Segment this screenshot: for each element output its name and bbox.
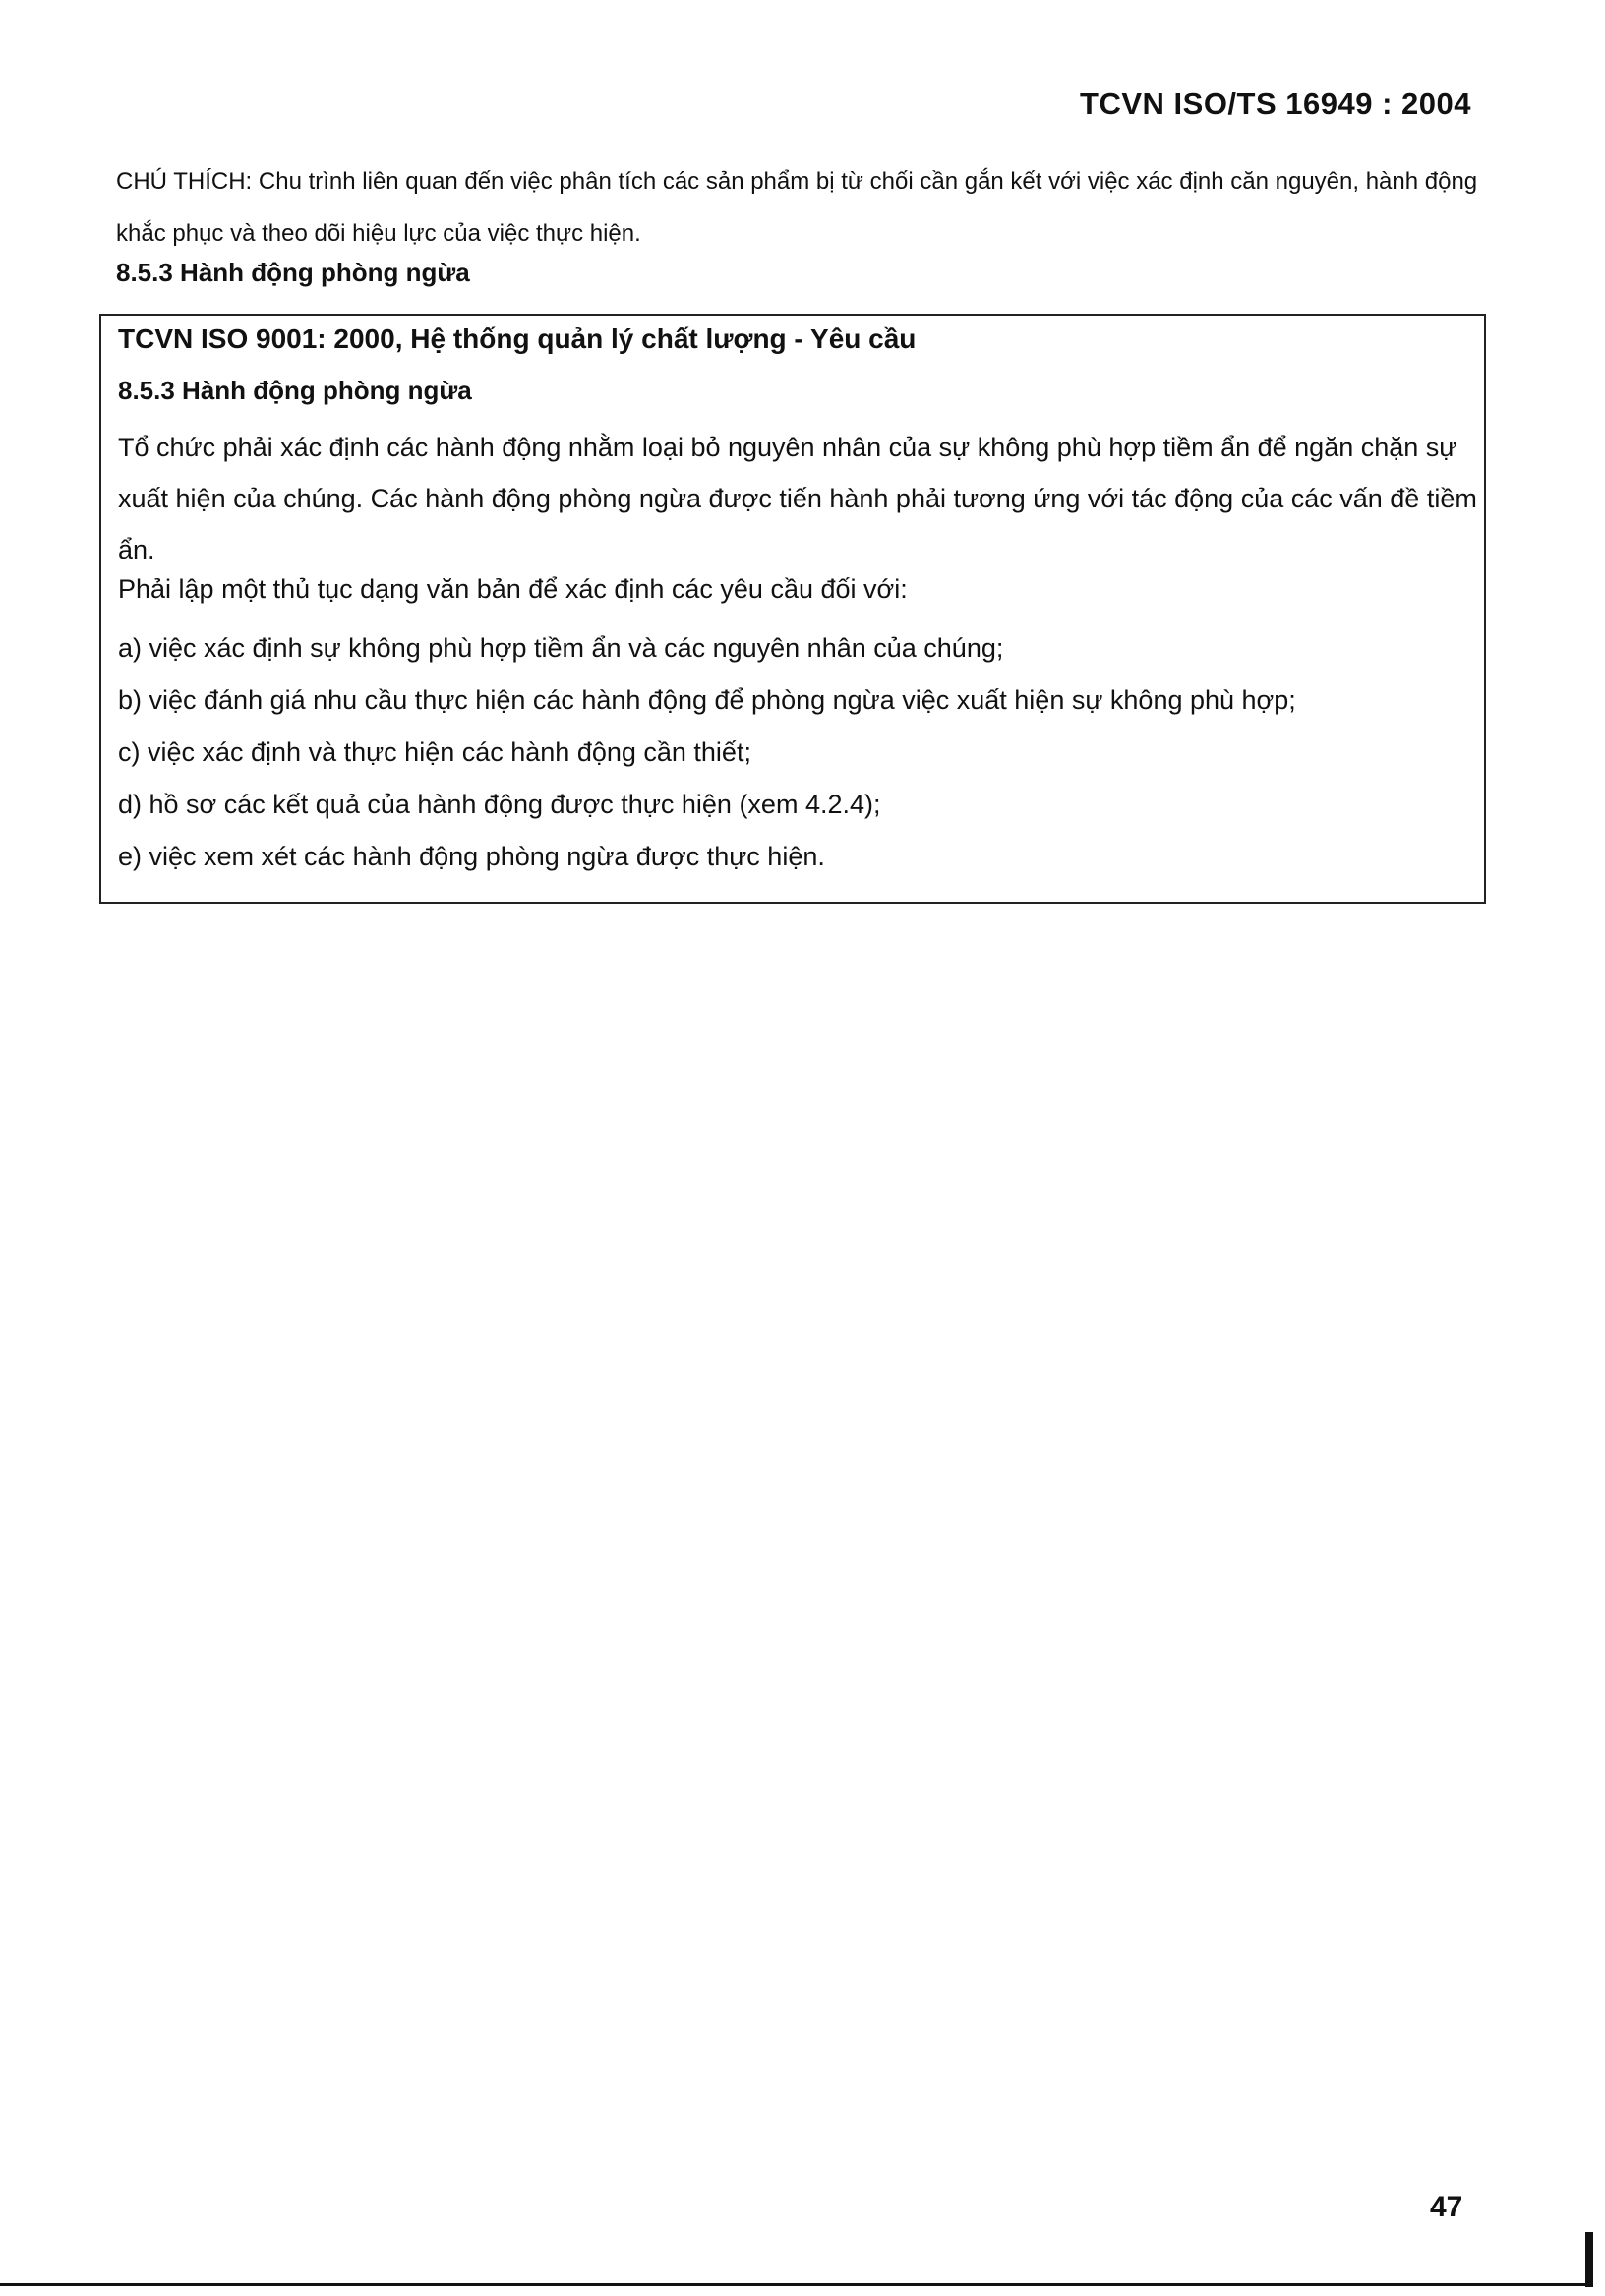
list-item: b) việc đánh giá nhu cầu thực hiện các hành động để phòng ngừa việc xuất hiện sự không phù hợp; [118, 685, 1296, 715]
quoted-section-heading: 8.5.3 Hành động phòng ngừa [118, 376, 472, 405]
document-header-title: TCVN ISO/TS 16949 : 2004 [1080, 87, 1471, 121]
list-item: d) hồ sơ các kết quả của hành động được thực hiện (xem 4.2.4); [118, 790, 881, 819]
list-item: c) việc xác định và thực hiện các hành động cần thiết; [118, 737, 751, 767]
quoted-standard-title: TCVN ISO 9001: 2000, Hệ thống quản lý chất lượng - Yêu cầu [118, 324, 917, 354]
requirements-list [118, 622, 1296, 883]
list-item: e) việc xem xét các hành động phòng ngừa được thực hiện. [118, 842, 825, 871]
corner-mark [1585, 2232, 1593, 2287]
page-number: 47 [1430, 2191, 1463, 2223]
quoted-standard-box [99, 314, 1486, 904]
quoted-paragraph: Tổ chức phải xác định các hành động nhằm loại bỏ nguyên nhân của sự không phù hợp tiềm ẩn để ngăn chặn sự xuất hiện của chúng. Các hành động phòng ngừa được tiến hành phải tương ứng với tác động của các vấn đề tiềm ẩn. [118, 433, 1477, 564]
bottom-rule [0, 2283, 1589, 2286]
requirements-intro: Phải lập một thủ tục dạng văn bản để xác định các yêu cầu đối với: [118, 574, 908, 604]
note-paragraph: CHÚ THÍCH: Chu trình liên quan đến việc phân tích các sản phẩm bị từ chối cần gắn kết với việc xác định căn nguyên, hành động khắc phục và theo dõi hiệu lực của việc thực hiện. [116, 168, 1478, 247]
section-heading: 8.5.3 Hành động phòng ngừa [116, 258, 470, 287]
list-item: a) việc xác định sự không phù hợp tiềm ẩn và các nguyên nhân của chúng; [118, 633, 1004, 663]
